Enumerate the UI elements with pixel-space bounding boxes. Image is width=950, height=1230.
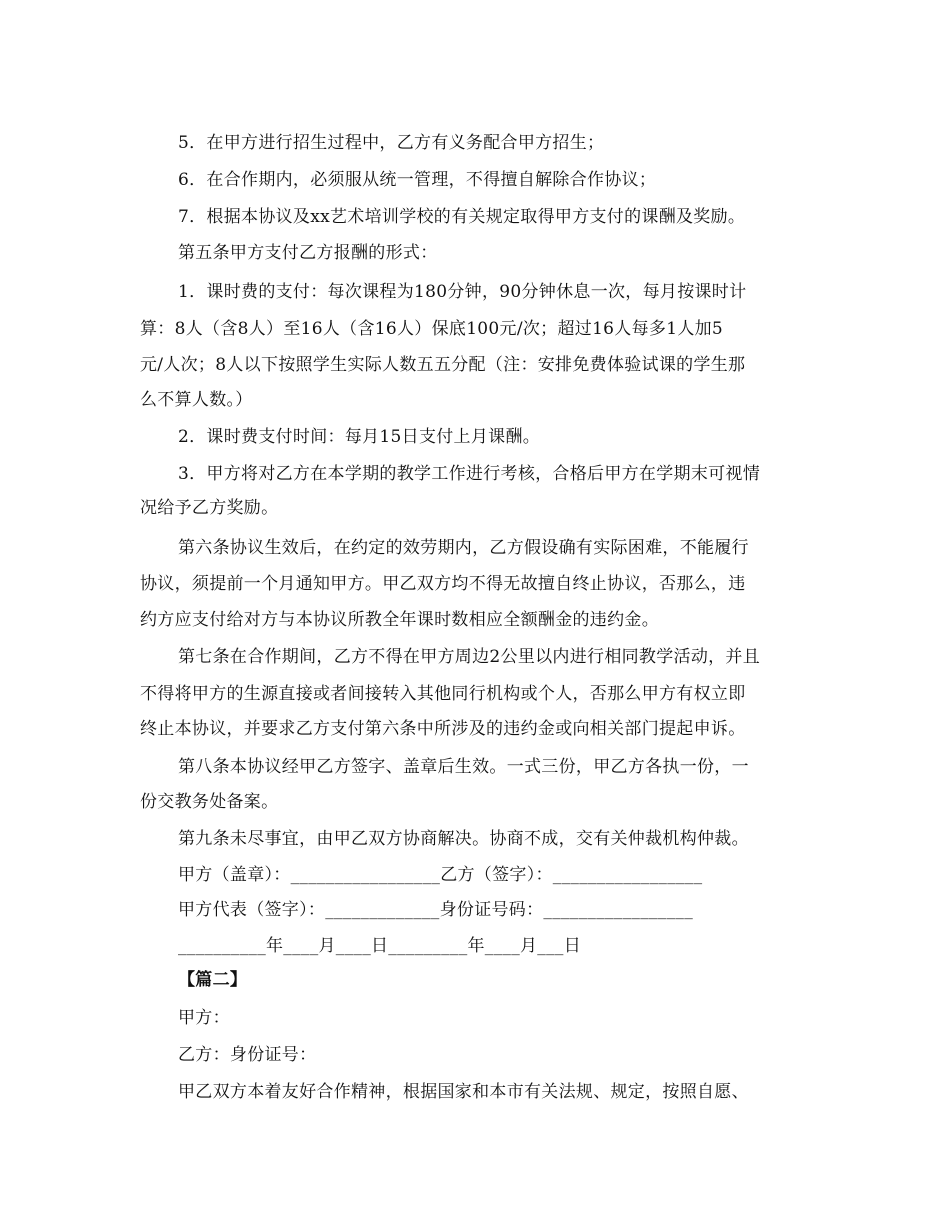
article-7-line-1: 第七条在合作期间，乙方不得在甲方周边2公里以内进行相同教学活动，并且 [178, 647, 761, 667]
article-7-line-3: 终止本协议，并要求乙方支付第六条中所涉及的违约金或向相关部门提起申诉。 [140, 719, 746, 739]
payment-item-1-line-3: 元/人次；8人以下按照学生实际人数五五分配（注：安排免费体验试课的学生那 [140, 355, 746, 375]
signature-date-line: __________年____月____日_________年____月___日 [178, 936, 581, 956]
signature-line-parties: 甲方（盖章）：_________________乙方（签字）：_________________ [178, 865, 703, 885]
payment-item-1-line-1: 1．课时费的支付：每次课程为180分钟，90分钟休息一次，每月按课时计 [178, 282, 747, 302]
signature-line-representative: 甲方代表（签字）：_____________身份证号码：_________________ [178, 900, 693, 920]
section-heading-part-two: 【篇二】 [178, 970, 248, 990]
article-9: 第九条未尽事宜，由甲乙双方协商解决。协商不成，交有关仲裁机构仲裁。 [178, 829, 749, 849]
article-5-heading: 第五条甲方支付乙方报酬的形式： [178, 243, 438, 263]
article-7-line-2: 不得将甲方的生源直接或者间接转入其他同行机构或个人，否那么甲方有权立即 [140, 684, 746, 704]
payment-item-1-line-2: 算：8人（含8人）至16人（含16人）保底100元/次；超过16人每多1人加5 [140, 319, 724, 339]
article-6-line-2: 协议，须提前一个月通知甲方。甲乙双方均不得无故擅自终止协议，否那么，违 [140, 574, 746, 594]
article-6-line-3: 约方应支付给对方与本协议所教全年课时数相应全额酬金的违约金。 [140, 610, 659, 630]
party-b-id-label: 乙方：身份证号： [178, 1045, 317, 1065]
clause-item-5: 5．在甲方进行招生过程中，乙方有义务配合甲方招生； [178, 133, 605, 153]
payment-item-3-line-2: 况给予乙方奖励。 [140, 498, 279, 518]
party-a-label: 甲方： [178, 1008, 230, 1028]
preamble-line: 甲乙双方本着友好合作精神，根据国家和本市有关法规、规定，按照自愿、 [178, 1082, 749, 1102]
article-8-line-2: 份交教务处备案。 [140, 792, 279, 812]
payment-item-1-line-4: 么不算人数。） [140, 390, 253, 410]
article-8-line-1: 第八条本协议经甲乙方签字、盖章后生效。一式三份，甲乙方各执一份，一 [178, 757, 749, 777]
clause-item-6: 6．在合作期内，必须服从统一管理，不得擅自解除合作协议； [178, 170, 657, 190]
clause-item-7: 7．根据本协议及xx艺术培训学校的有关规定取得甲方支付的课酬及奖励。 [178, 207, 746, 227]
payment-item-2: 2．课时费支付时间：每月15日支付上月课酬。 [178, 427, 541, 447]
payment-item-3-line-1: 3．甲方将对乙方在本学期的教学工作进行考核，合格后甲方在学期末可视情 [178, 464, 761, 484]
article-6-line-1: 第六条协议生效后，在约定的效劳期内，乙方假设确有实际困难，不能履行 [178, 538, 749, 558]
